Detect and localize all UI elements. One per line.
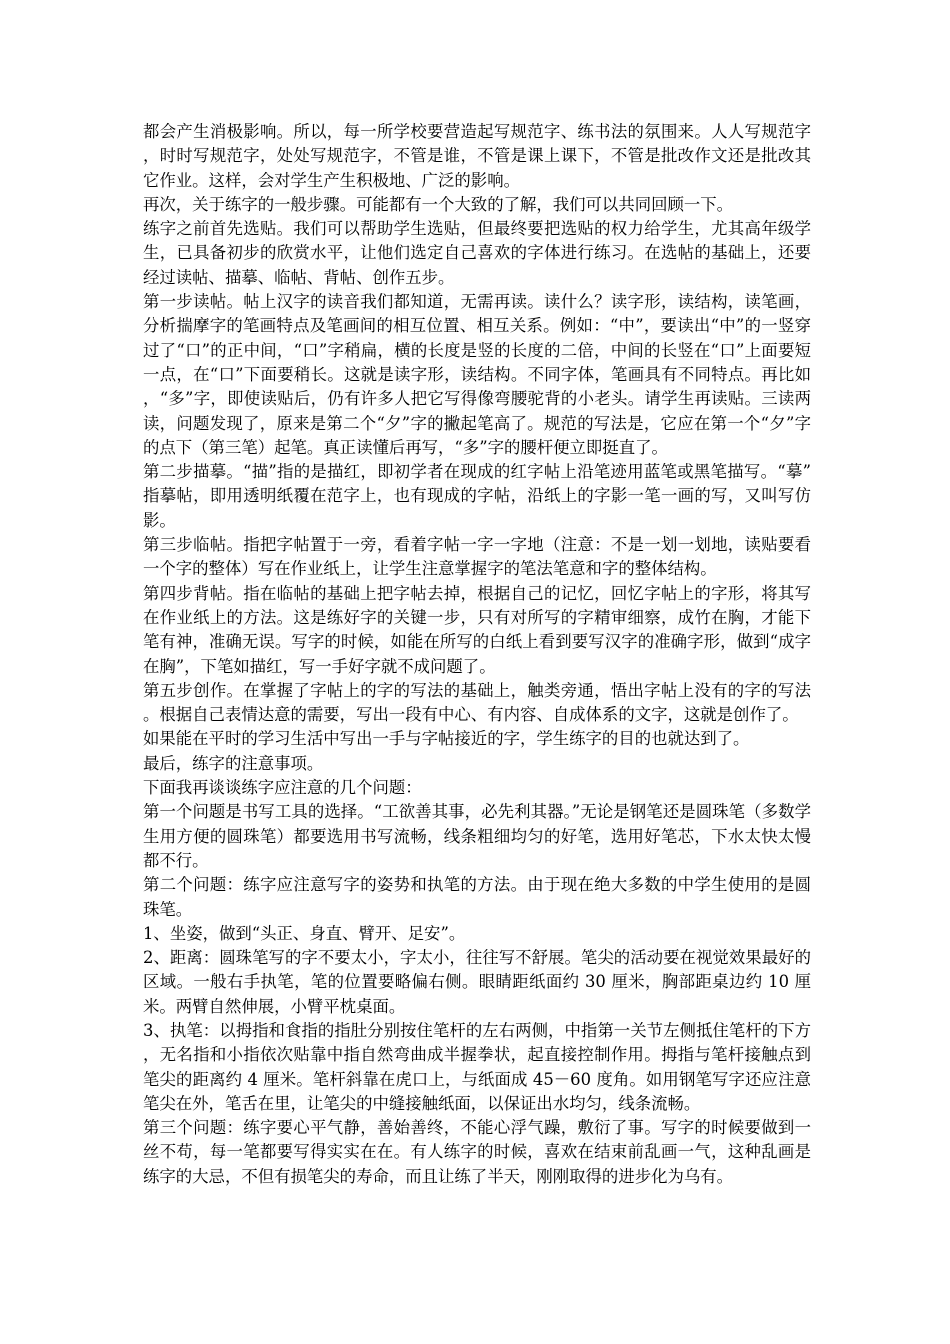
- paragraph-2: 再次，关于练字的一般步骤。可能都有一个大致的了解，我们可以共同回顾一下。: [143, 194, 734, 214]
- paragraph-7: 第四步背帖。指在临帖的基础上把字帖去掉，根据自己的记忆，回忆字帖上的字形，将其写在作业纸上的方法。这是练好字的关键一步，只有对所写的字精审细察，成竹在胸，才能下笔有神，准确无误。写字的时候，如能在所写的白纸上看到要写汉字的准确字形，做到“成字在胸”，下笔如描红，写一手好字就不成问题了。: [143, 583, 811, 676]
- paragraph-12: 第一个问题是书写工具的选择。“工欲善其事，必先利其器。”无论是钢笔还是圆珠笔（多数学生用方便的圆珠笔）都要选用书写流畅，线条粗细均匀的好笔，选用好笔芯，下水太快太慢都不行。: [143, 802, 811, 870]
- paragraph-15: 2、距离：圆珠笔写的字不要太小，字太小，往往写不舒展。笔尖的活动要在视觉效果最好的区域。一般右手执笔，笔的位置要略偏右侧。眼睛距纸面约 30 厘米，胸部距桌边约 10 厘米。两臂自然伸展，小臂平枕桌面。: [143, 948, 811, 1016]
- paragraph-13: 第二个问题：练字应注意写字的姿势和执笔的方法。由于现在绝大多数的中学生使用的是圆珠笔。: [143, 875, 811, 919]
- paragraph-6: 第三步临帖。指把字帖置于一旁，看着字帖一字一字地（注意：不是一划一划地，读贴要看一个字的整体）写在作业纸上，让学生注意掌握字的笔法笔意和字的整体结构。: [143, 535, 811, 579]
- paragraph-9: 如果能在平时的学习生活中写出一手与字帖接近的字，学生练字的目的也就达到了。: [143, 729, 750, 749]
- paragraph-16: 3、执笔：以拇指和食指的指肚分别按住笔杆的左右两侧，中指第一关节左侧抵住笔杆的下方，无名指和小指依次贴靠中指自然弯曲成半握拳状，起直接控制作用。拇指与笔杆接触点到笔尖的距离约 4 厘米。笔杆斜靠在虎口上，与纸面成 45－60 度角。如用钢笔写字还应注意笔尖在外，笔舌在里，让笔尖的中缝接触纸面，以保证出水均匀，线条流畅。: [143, 1020, 811, 1113]
- paragraph-17: 第三个问题：练字要心平气静，善始善终，不能心浮气躁，敷衍了事。写字的时候要做到一丝不苟，每一笔都要写得实实在在。有人练字的时候，喜欢在结束前乱画一气，这种乱画是练字的大忌，不但有损笔尖的寿命，而且让练了半天，刚刚取得的进步化为乌有。: [143, 1118, 811, 1186]
- paragraph-5: 第二步描摹。“描”指的是描红，即初学者在现成的红字帖上沿笔迹用蓝笔或黑笔描写。“摹”指摹帖，即用透明纸覆在范字上，也有现成的字帖，沿纸上的字影一笔一画的写，又叫写仿影。: [143, 462, 811, 530]
- document-body: [143, 120, 811, 1189]
- paragraph-3: 练字之前首先选贴。我们可以帮助学生选贴，但最终要把选贴的权力给学生，尤其高年级学生，已具备初步的欣赏水平，让他们选定自己喜欢的字体进行练习。在选帖的基础上，还要经过读帖、描摹、临帖、背帖、创作五步。: [143, 219, 811, 287]
- paragraph-10: 最后，练字的注意事项。: [143, 753, 324, 773]
- paragraph-11: 下面我再谈谈练字应注意的几个问题：: [143, 778, 422, 798]
- paragraph-8: 第五步创作。在掌握了字帖上的字的写法的基础上，触类旁通，悟出字帖上没有的字的写法。根据自己表情达意的需要，写出一段有中心、有内容、自成体系的文字，这就是创作了。: [143, 680, 811, 725]
- paragraph-14: 1、坐姿，做到“头正、身直、臂开、足安”。: [143, 923, 466, 943]
- paragraph-1: 都会产生消极影响。所以，每一所学校要营造起写规范字、练书法的氛围来。人人写规范字，时时写规范字，处处写规范字，不管是谁，不管是课上课下，不管是批改作文还是批改其它作业。这样，会对学生产生积极地、广泛的影响。: [143, 122, 811, 190]
- paragraph-4: 第一步读帖。帖上汉字的读音我们都知道，无需再读。读什么？读字形，读结构，读笔画，分析揣摩字的笔画特点及笔画间的相互位置、相互关系。例如：“中”，要读出“中”的一竖穿过了“口”的正中间，“口”字稍扁，横的长度是竖的长度的二倍，中间的长竖在“口”上面要短一点，在“口”下面要稍长。这就是读字形，读结构。不同字体，笔画具有不同特点。再比如，“多”字，即使读贴后，仍有许多人把它写得像弯腰驼背的小老头。请学生再读贴。三读两读，问题发现了，原来是第二个“夕”字的撇起笔高了。规范的写法是，它应在第一个“夕”字的点下（第三笔）起笔。真正读懂后再写，“多”字的腰杆便立即挺直了。: [143, 292, 811, 457]
